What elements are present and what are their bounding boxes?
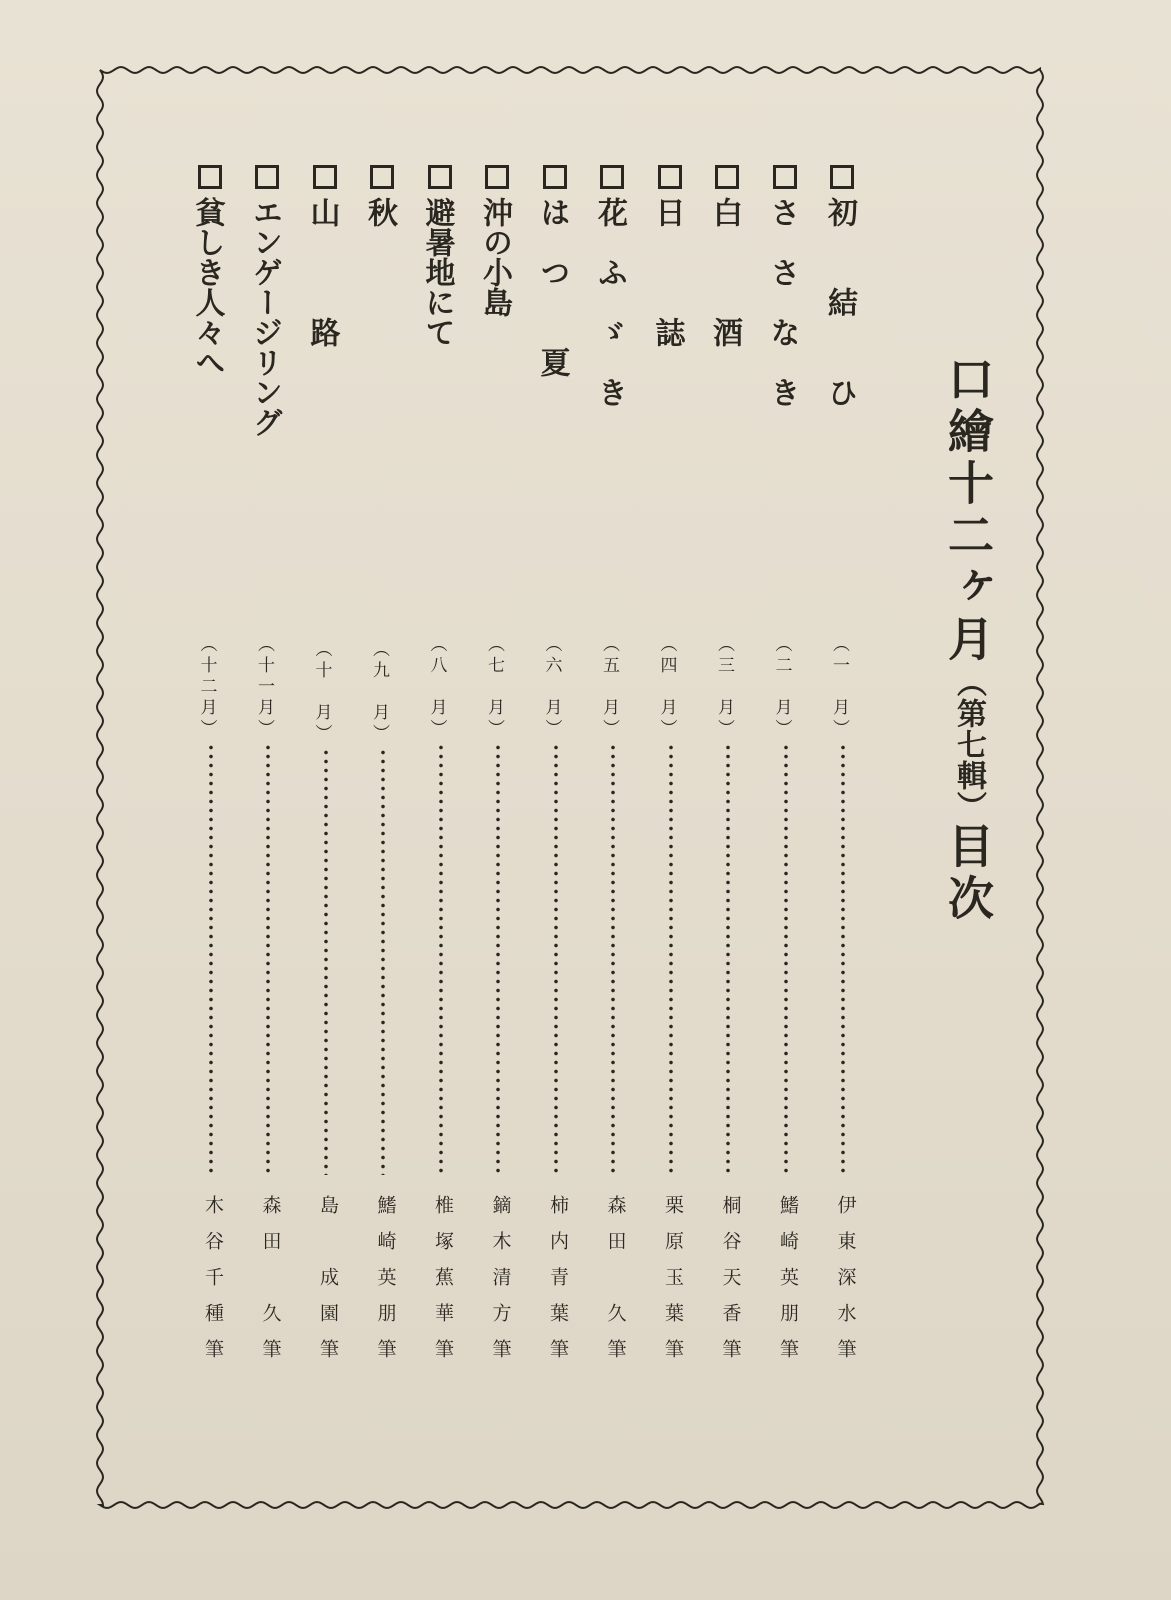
entry-month: （十 月）: [311, 640, 332, 745]
square-bullet-icon: [485, 165, 509, 189]
toc-entry-9: [362, 165, 406, 1415]
entry-month: （十二月）: [196, 635, 217, 740]
square-bullet-icon: [313, 165, 337, 189]
entry-title: 日 誌: [649, 197, 685, 347]
toc-entry-6: [535, 165, 579, 1415]
entry-title: 白 酒: [707, 197, 742, 347]
entry-author: 伊東深水筆: [834, 1195, 857, 1375]
dot-leader: [209, 743, 213, 1175]
entry-author: 柿内青葉筆: [547, 1195, 570, 1375]
toc-entry-8: [420, 165, 464, 1415]
entry-title: 初 結 ひ: [822, 197, 857, 407]
toc-entry-5: [592, 165, 636, 1415]
entry-author: 森田 久筆: [259, 1195, 282, 1375]
entry-author: 鏑木清方筆: [489, 1195, 512, 1375]
toc-entry-3: [707, 165, 751, 1415]
toc-entry-4: [650, 165, 694, 1415]
toc-entry-2: [765, 165, 809, 1415]
entry-title: 山 路: [304, 197, 340, 347]
entry-month: （五 月）: [599, 635, 619, 740]
square-bullet-icon: [198, 165, 222, 189]
entry-author: 鰭崎英朋筆: [777, 1195, 800, 1375]
entry-author: 木谷千種筆: [202, 1195, 225, 1375]
entry-title: 花 ふ ゞ き: [592, 197, 627, 407]
toc-entry-1: [822, 165, 866, 1415]
toc-entry-12: [190, 165, 234, 1415]
square-bullet-icon: [773, 165, 797, 189]
dot-leader: [381, 748, 385, 1175]
square-bullet-icon: [830, 165, 854, 189]
entry-title: 秋: [362, 197, 397, 227]
entry-month: （九 月）: [369, 640, 389, 745]
entry-title: 避暑地にて: [419, 197, 455, 347]
entry-title: さ さ な き: [764, 197, 800, 407]
entry-month: （二 月）: [771, 635, 792, 740]
dot-leader: [611, 743, 615, 1175]
page-title: [941, 355, 995, 926]
dot-leader: [266, 743, 270, 1175]
entry-month: （七 月）: [484, 635, 504, 740]
square-bullet-icon: [543, 165, 567, 189]
square-bullet-icon: [428, 165, 452, 189]
dot-leader: [726, 743, 730, 1175]
title-volume: （第七輯）: [951, 667, 986, 822]
square-bullet-icon: [600, 165, 624, 189]
dot-leader: [841, 743, 845, 1175]
entry-author: 栗原玉葉筆: [662, 1195, 685, 1375]
square-bullet-icon: [255, 165, 279, 189]
entry-month: （四 月）: [656, 635, 677, 740]
dot-leader: [669, 743, 673, 1175]
entry-month: （十一月）: [254, 635, 274, 740]
toc-entry-7: [477, 165, 521, 1415]
entry-title: 貧しき人々へ: [189, 197, 225, 377]
entry-title: は つ 夏: [534, 197, 570, 377]
dot-leader: [784, 743, 788, 1175]
title-main: 口繪十二ヶ月: [941, 355, 995, 667]
toc-entry-11: [247, 165, 291, 1415]
entry-title: エンゲージリング: [247, 197, 282, 437]
entry-month: （一 月）: [829, 635, 849, 740]
entry-author: 島 成園筆: [317, 1195, 340, 1375]
entry-author: 椎塚蕉華筆: [432, 1195, 455, 1375]
square-bullet-icon: [370, 165, 394, 189]
entry-month: （六 月）: [541, 635, 562, 740]
dot-leader: [554, 743, 558, 1175]
dot-leader: [324, 748, 328, 1175]
entry-author: 鰭崎英朋筆: [374, 1195, 397, 1375]
entry-month: （八 月）: [426, 635, 447, 740]
entry-author: 桐谷天香筆: [719, 1195, 742, 1375]
entry-month: （三 月）: [714, 635, 734, 740]
square-bullet-icon: [715, 165, 739, 189]
square-bullet-icon: [658, 165, 682, 189]
entry-title: 沖の小島: [477, 197, 512, 317]
dot-leader: [496, 743, 500, 1175]
dot-leader: [439, 743, 443, 1175]
toc-entry-10: [305, 165, 349, 1415]
title-suffix: 目次: [941, 822, 995, 926]
entry-author: 森田 久筆: [604, 1195, 627, 1375]
